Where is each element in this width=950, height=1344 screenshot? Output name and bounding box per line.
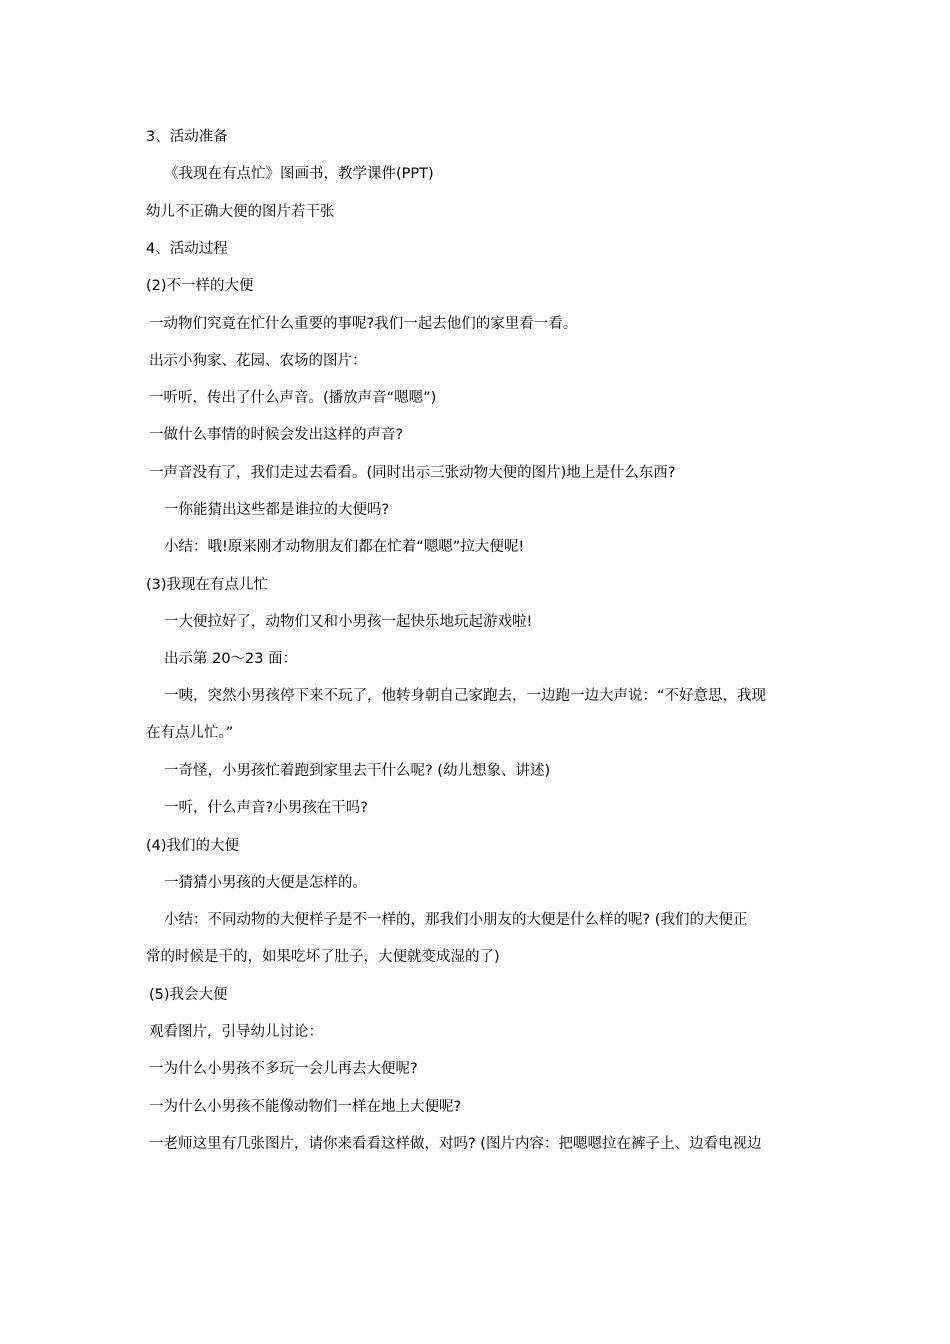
subheading-busy: (3)我现在有点儿忙 bbox=[146, 577, 269, 593]
text-line: 小结：不同动物的大便样子是不一样的，那我们小朋友的大便是什么样的呢? (我们的大便正 bbox=[164, 912, 748, 928]
text-line: 一奇怪，小男孩忙着跑到家里去干什么呢? (幼儿想象、讲述) bbox=[164, 763, 551, 779]
section-heading-process: 4、活动过程 bbox=[146, 241, 228, 257]
text-line: 观看图片，引导幼儿讨论： bbox=[149, 1024, 323, 1040]
text-line: 一大便拉好了，动物们又和小男孩一起快乐地玩起游戏啦! bbox=[164, 614, 533, 630]
subheading-different-poop: (2)不一样的大便 bbox=[146, 278, 254, 294]
text-line: 出示小狗家、花园、农场的图片： bbox=[149, 353, 367, 369]
text-line: 一你能猜出这些都是谁拉的大便吗? bbox=[164, 502, 390, 518]
subheading-our-poop: (4)我们的大便 bbox=[146, 838, 240, 854]
text-line: 常的时候是干的，如果吃坏了肚子，大便就变成湿的了) bbox=[146, 949, 500, 965]
text-line: 小结：哦!原来刚才动物朋友们都在忙着“嗯嗯”拉大便呢! bbox=[164, 539, 525, 555]
section-heading-preparation: 3、活动准备 bbox=[146, 129, 228, 145]
text-line: 幼儿不正确大便的图片若干张 bbox=[146, 204, 335, 220]
subheading-i-can-poop: (5)我会大便 bbox=[149, 987, 228, 1003]
text-line: 一为什么小男孩不能像动物们一样在地上大便呢? bbox=[149, 1099, 462, 1115]
text-line: 在有点儿忙。” bbox=[146, 725, 234, 741]
text-line: 一听，什么声音?小男孩在干吗? bbox=[164, 800, 368, 816]
text-line: 《我现在有点忙》图画书，教学课件(PPT) bbox=[164, 166, 434, 182]
text-line: 一为什么小男孩不多玩一会儿再去大便呢? bbox=[149, 1061, 418, 1077]
text-line: 一动物们究竟在忙什么重要的事呢?我们一起去他们的家里看一看。 bbox=[149, 316, 578, 332]
text-line: 一咦，突然小男孩停下来不玩了，他转身朝自己家跑去，一边跑一边大声说：“不好意思，我现 bbox=[164, 688, 767, 704]
text-line: 一做什么事情的时候会发出这样的声音? bbox=[149, 427, 404, 443]
text-line: 一老师这里有几张图片，请你来看看这样做，对吗? (图片内容：把嗯嗯拉在裤子上、边看电视边 bbox=[149, 1136, 762, 1152]
text-line: 一听听，传出了什么声音。(播放声音“嗯嗯”) bbox=[149, 390, 437, 406]
text-line: 一猜猜小男孩的大便是怎样的。 bbox=[164, 875, 367, 891]
text-line: 一声音没有了，我们走过去看看。(同时出示三张动物大便的图片)地上是什么东西? bbox=[149, 465, 676, 481]
text-line: 出示第 20～23 面： bbox=[164, 651, 298, 667]
